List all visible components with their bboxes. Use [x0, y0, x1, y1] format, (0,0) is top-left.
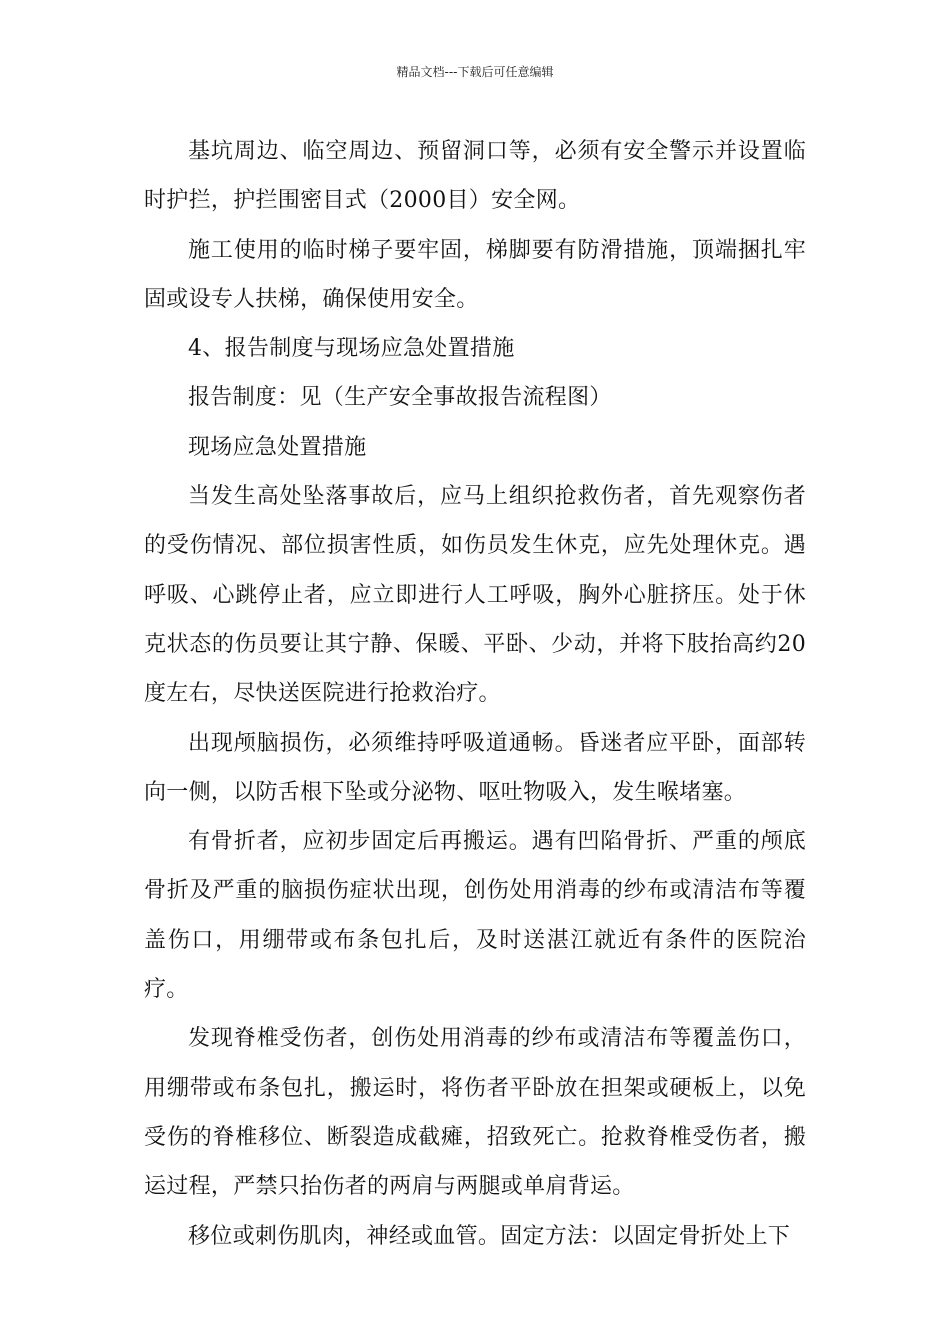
page-header: 精品文档---下载后可任意编辑	[396, 65, 554, 79]
paragraph-reporting-system: 报告制度：见（生产安全事故报告流程图）	[188, 385, 612, 411]
paragraph-ladder: 施工使用的临时梯子要牢固，梯脚要有防滑措施，顶端捆扎牢固或设专人扶梯，确保使用安全。	[144, 237, 806, 312]
subheading-onsite-measures: 现场应急处置措施	[188, 434, 367, 460]
paragraph-fixation: 移位或刺伤肌肉，神经或血管。固定方法：以固定骨折处上下	[188, 1223, 791, 1249]
paragraph-fall-accident: 当发生高处坠落事故后，应马上组织抢救伤者，首先观察伤者的受伤情况、部位损害性质，如伤员发生休克，应先处理休克。遇呼吸、心跳停止者，应立即进行人工呼吸，胸外心脏挤压。处于休克状态的伤员要让其宁静、保暖、平卧、少动，并将下肢抬高约20度左右，尽快送医院进行抢救治疗。	[144, 484, 806, 707]
section-heading-reporting: 4、报告制度与现场应急处置措施	[188, 336, 515, 362]
document-body	[144, 127, 806, 1261]
paragraph-head-injury: 出现颅脑损伤，必须维持呼吸道通畅。昏迷者应平卧，面部转向一侧，以防舌根下坠或分泌物、呕吐物吸入，发生喉堵塞。	[144, 730, 806, 805]
paragraph-fracture: 有骨折者，应初步固定后再搬运。遇有凹陷骨折、严重的颅底骨折及严重的脑损伤症状出现，创伤处用消毒的纱布或清洁布等覆盖伤口，用绷带或布条包扎后，及时送湛江就近有条件的医院治疗。	[144, 829, 806, 1003]
paragraph-spine-injury: 发现脊椎受伤者，创伤处用消毒的纱布或清洁布等覆盖伤口，用绷带或布条包扎，搬运时，将伤者平卧放在担架或硬板上，以免受伤的脊椎移位、断裂造成截瘫，招致死亡。抢救脊椎受伤者，搬运过程，严禁只抬伤者的两肩与两腿或单肩背运。	[144, 1026, 806, 1200]
paragraph-guardrail: 基坑周边、临空周边、预留洞口等，必须有安全警示并设置临时护拦，护拦围密目式（2000目）安全网。	[144, 139, 806, 214]
